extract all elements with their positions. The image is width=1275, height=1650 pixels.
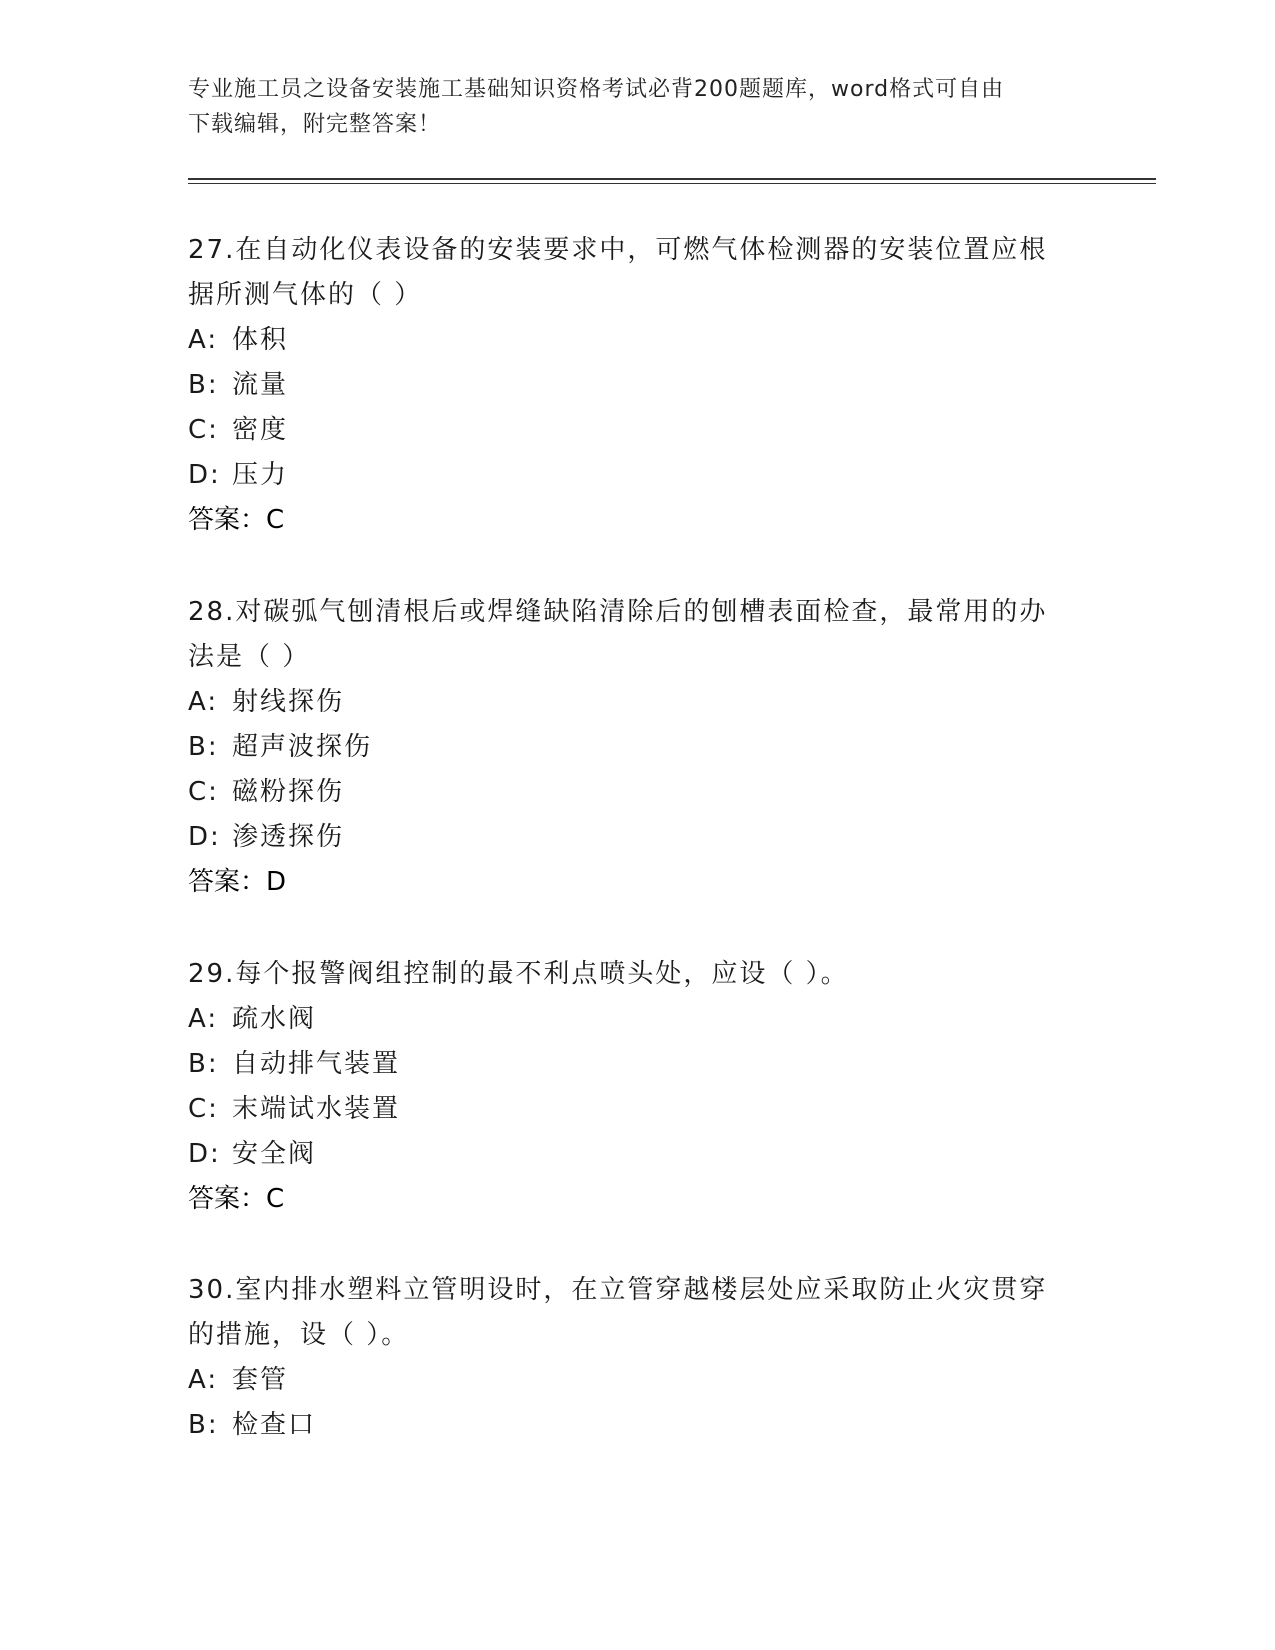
question-stem-line: 的措施，设（ ）。 bbox=[188, 1320, 410, 1350]
option-text: 压力 bbox=[232, 460, 289, 490]
option-d bbox=[188, 1132, 1088, 1177]
header-divider-thick bbox=[188, 178, 1156, 180]
question-stem-line: 30.室内排水塑料立管明设时，在立管穿越楼层处应采取防止火灾贯穿 bbox=[188, 1275, 1048, 1305]
answer-line: 答案：C bbox=[188, 505, 285, 535]
option-key: B: bbox=[188, 370, 219, 400]
option-a bbox=[188, 1358, 1088, 1403]
header-line-1: 专业施工员之设备安装施工基础知识资格考试必背200题题库，word格式可自由 bbox=[188, 77, 1005, 102]
option-key: C: bbox=[188, 777, 219, 807]
answer-line: 答案：D bbox=[188, 867, 287, 897]
option-key: D: bbox=[188, 460, 221, 490]
option-c bbox=[188, 770, 1088, 815]
header-line-2: 下载编辑，附完整答案！ bbox=[188, 112, 442, 137]
question-27 bbox=[188, 228, 1088, 543]
option-text: 磁粉探伤 bbox=[232, 777, 345, 807]
option-a bbox=[188, 680, 1088, 725]
option-key: A: bbox=[188, 1004, 219, 1034]
option-d bbox=[188, 815, 1088, 860]
option-text: 疏水阀 bbox=[232, 1004, 317, 1034]
option-text: 密度 bbox=[232, 415, 289, 445]
option-text: 套管 bbox=[232, 1365, 289, 1395]
question-28 bbox=[188, 590, 1088, 905]
option-key: C: bbox=[188, 1094, 219, 1124]
option-b bbox=[188, 725, 1088, 770]
option-text: 超声波探伤 bbox=[232, 732, 373, 762]
option-key: D: bbox=[188, 1139, 221, 1169]
option-text: 检查口 bbox=[232, 1410, 317, 1440]
option-key: A: bbox=[188, 325, 219, 355]
option-key: A: bbox=[188, 687, 219, 717]
question-29 bbox=[188, 952, 1088, 1222]
option-key: B: bbox=[188, 1049, 219, 1079]
option-key: D: bbox=[188, 822, 221, 852]
option-key: B: bbox=[188, 1410, 219, 1440]
option-key: B: bbox=[188, 732, 219, 762]
question-stem-line: 法是（ ） bbox=[188, 642, 311, 672]
option-text: 流量 bbox=[232, 370, 289, 400]
option-text: 安全阀 bbox=[232, 1139, 317, 1169]
option-b bbox=[188, 1403, 1088, 1448]
option-d bbox=[188, 453, 1088, 498]
option-key: C: bbox=[188, 415, 219, 445]
option-a bbox=[188, 997, 1088, 1042]
option-b bbox=[188, 363, 1088, 408]
option-text: 自动排气装置 bbox=[232, 1049, 401, 1079]
document-header bbox=[188, 72, 1088, 142]
header-divider-thin bbox=[188, 183, 1156, 184]
option-c bbox=[188, 1087, 1088, 1132]
option-b bbox=[188, 1042, 1088, 1087]
question-stem-line: 27.在自动化仪表设备的安装要求中，可燃气体检测器的安装位置应根 bbox=[188, 235, 1048, 265]
answer-line: 答案：C bbox=[188, 1184, 285, 1214]
question-stem-line: 据所测气体的（ ） bbox=[188, 280, 423, 310]
option-text: 射线探伤 bbox=[232, 687, 345, 717]
option-c bbox=[188, 408, 1088, 453]
option-key: A: bbox=[188, 1365, 219, 1395]
question-30 bbox=[188, 1268, 1088, 1448]
question-stem-line: 29.每个报警阀组控制的最不利点喷头处，应设（ ）。 bbox=[188, 959, 849, 989]
option-text: 渗透探伤 bbox=[232, 822, 345, 852]
option-text: 体积 bbox=[232, 325, 289, 355]
option-text: 末端试水装置 bbox=[232, 1094, 401, 1124]
option-a bbox=[188, 318, 1088, 363]
question-stem-line: 28.对碳弧气刨清根后或焊缝缺陷清除后的刨槽表面检查，最常用的办 bbox=[188, 597, 1048, 627]
